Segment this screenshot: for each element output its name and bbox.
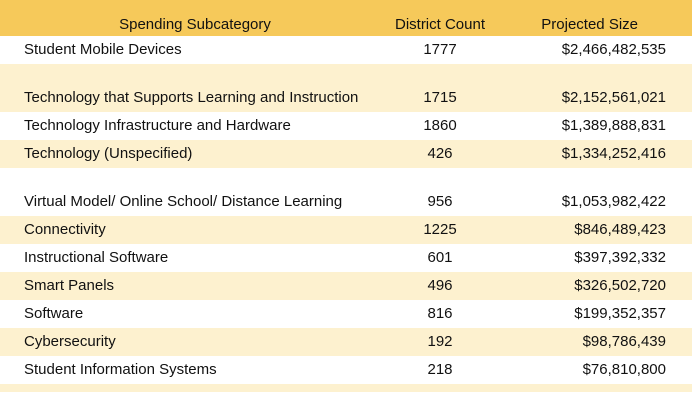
row-district-count: 816 xyxy=(427,305,453,322)
row-projected-size: $1,053,982,422 xyxy=(561,193,666,210)
table-row xyxy=(0,64,692,112)
row-projected-size: $2,466,482,535 xyxy=(561,41,666,58)
header-subcategory: Spending Subcategory xyxy=(119,16,271,33)
row-subcategory: Connectivity xyxy=(24,221,106,238)
row-subcategory: Technology Infrastructure and Hardware xyxy=(24,117,291,134)
row-projected-size: $1,334,252,416 xyxy=(561,145,666,162)
row-subcategory: Technology (Unspecified) xyxy=(24,145,193,162)
header-projected-size: Projected Size xyxy=(541,16,638,33)
table-row xyxy=(0,300,692,328)
header-district-count: District Count xyxy=(394,16,486,33)
table-row xyxy=(0,272,692,300)
row-district-count: 426 xyxy=(427,145,453,162)
row-projected-size: $98,786,439 xyxy=(582,333,666,350)
row-district-count: 192 xyxy=(427,333,453,350)
row-district-count: 496 xyxy=(427,277,453,294)
row-district-count: 956 xyxy=(427,193,453,210)
table-row xyxy=(0,168,692,216)
row-district-count: 601 xyxy=(427,249,453,266)
row-projected-size: $76,810,800 xyxy=(582,361,666,378)
row-subcategory: Technology that Supports Learning and Instruction xyxy=(24,89,359,106)
table-row xyxy=(0,112,692,140)
row-subcategory: Student Information Systems xyxy=(24,361,217,378)
table-header xyxy=(0,0,692,36)
row-subcategory: Cybersecurity xyxy=(24,333,116,350)
row-projected-size: $846,489,423 xyxy=(574,221,666,238)
row-district-count: 1715 xyxy=(423,89,457,106)
row-projected-size: $397,392,332 xyxy=(574,249,666,266)
row-subcategory: Smart Panels xyxy=(24,277,115,294)
row-subcategory: Software xyxy=(24,305,84,322)
table-row xyxy=(0,36,692,64)
table-bottom-band xyxy=(0,384,692,392)
table-row xyxy=(0,140,692,168)
row-district-count: 1225 xyxy=(423,221,457,238)
row-projected-size: $1,389,888,831 xyxy=(561,117,666,134)
row-subcategory: Student Mobile Devices xyxy=(24,41,182,58)
row-projected-size: $326,502,720 xyxy=(574,277,666,294)
table-row xyxy=(0,244,692,272)
row-subcategory: Virtual Model/ Online School/ Distance Learning xyxy=(24,193,343,210)
table-row xyxy=(0,216,692,244)
row-subcategory: Instructional Software xyxy=(24,249,169,266)
row-projected-size: $199,352,357 xyxy=(574,305,666,322)
row-district-count: 218 xyxy=(427,361,453,378)
row-district-count: 1777 xyxy=(423,41,457,58)
table-row xyxy=(0,356,692,384)
row-district-count: 1860 xyxy=(423,117,457,134)
row-projected-size: $2,152,561,021 xyxy=(561,89,666,106)
table-row xyxy=(0,328,692,356)
